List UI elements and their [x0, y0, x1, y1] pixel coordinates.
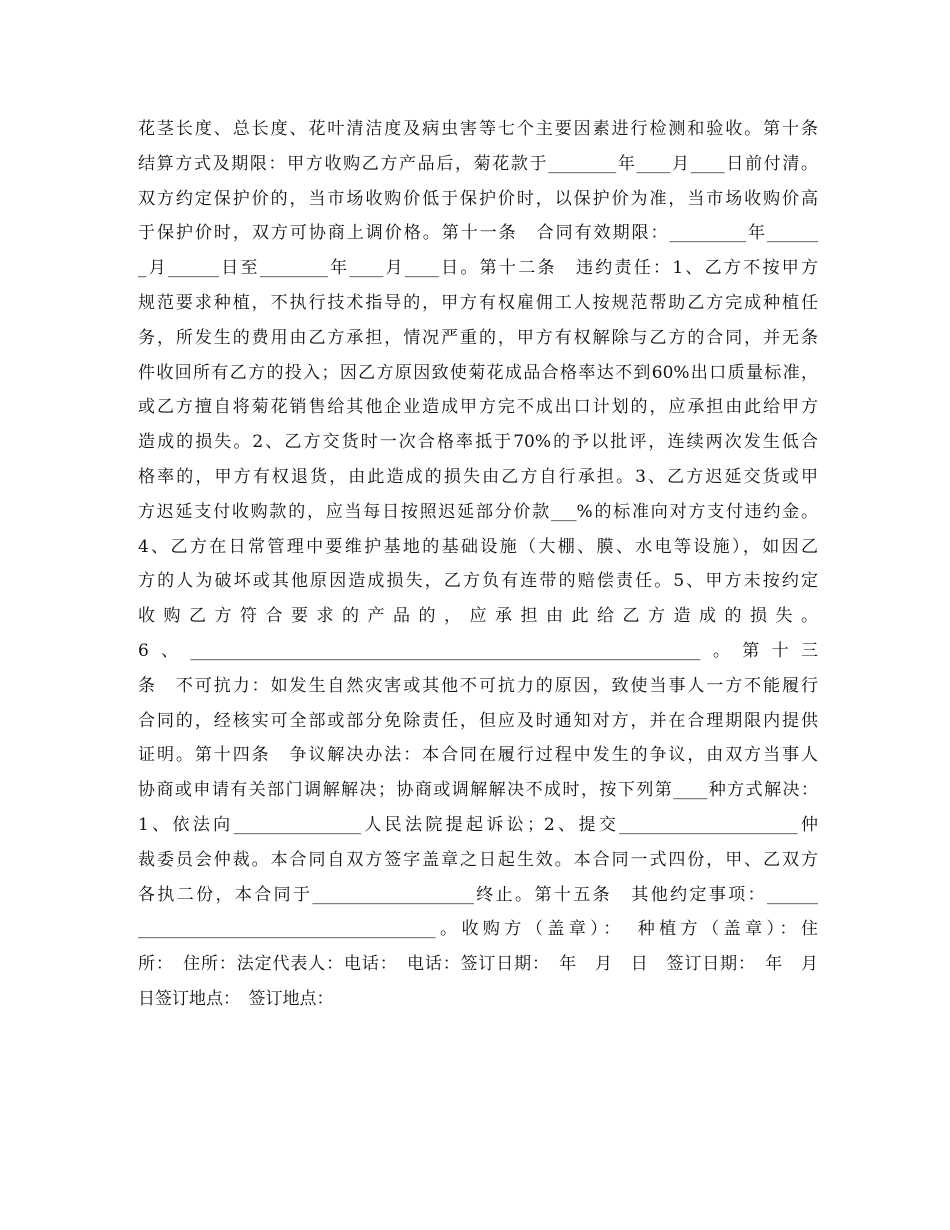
text-line: ___________________________________。收购方（盖章）： 种植方（盖章）：住 [138, 919, 818, 940]
text-line: 日签订地点： 签订地点： [138, 988, 334, 1009]
text-line: 格率的，甲方有权退货，由此造成的损失由乙方自行承担。3、乙方迟延交货或甲 [138, 466, 818, 487]
text-line: 方的人为破坏或其他原因造成损失，乙方负有连带的赔偿责任。5、甲方未按约定 [138, 571, 818, 592]
text-line: 1、依法向_______________人民法院提起诉讼；2、提交_____________________仲 [138, 814, 818, 835]
text-line: 6、____________________________________________________________。第十三 [138, 640, 818, 661]
text-line: 所： 住所：法定代表人：电话： 电话：签订日期： 年 月 日 签订日期： 年 月 [138, 954, 818, 975]
text-line: 造成的损失。2、乙方交货时一次合格率抵于70%的予以批评，连续两次发生低合 [138, 432, 818, 453]
text-line: _月______日至________年____月____日。第十二条 违约责任：1、乙方不按甲方 [138, 258, 818, 279]
text-line: 花茎长度、总长度、花叶清洁度及病虫害等七个主要因素进行检测和验收。第十条 [138, 119, 818, 139]
text-line: 或乙方擅自将菊花销售给其他企业造成甲方完不成出口计划的，应承担由此给甲方 [138, 397, 818, 418]
text-line: 各执二份，本合同于___________________终止。第十五条 其他约定事项：______ [138, 884, 818, 905]
contract-body-text [138, 112, 818, 1017]
text-line: 条 不可抗力：如发生自然灾害或其他不可抗力的原因，致使当事人一方不能履行 [138, 675, 818, 696]
text-line: 双方约定保护价的，当市场收购价低于保护价时，以保护价为准，当市场收购价高 [138, 188, 818, 209]
text-line: 证明。第十四条 争议解决办法：本合同在履行过程中发生的争议，由双方当事人 [138, 745, 818, 766]
text-line: 方迟延支付收购款的，应当每日按照迟延部分价款___%的标准向对方支付违约金。 [138, 501, 818, 522]
text-line: 合同的，经核实可全部或部分免除责任，但应及时通知对方，并在合理期限内提供 [138, 710, 818, 731]
text-line: 收购乙方符合要求的产品的，应承担由此给乙方造成的损失。 [138, 606, 818, 627]
text-line: 协商或申请有关部门调解解决；协商或调解解决不成时，按下列第____种方式解决： [138, 780, 818, 801]
text-line: 于保护价时，双方可协商上调价格。第十一条 合同有效期限：_________年______ [138, 223, 818, 244]
text-line: 务，所发生的费用由乙方承担，情况严重的，甲方有权解除与乙方的合同，并无条 [138, 327, 818, 348]
text-line: 件收回所有乙方的投入；因乙方原因致使菊花成品合格率达不到60%出口质量标准， [138, 362, 818, 383]
text-line: 规范要求种植，不执行技术指导的，甲方有权雇佣工人按规范帮助乙方完成种植任 [138, 292, 818, 313]
text-line: 裁委员会仲裁。本合同自双方签字盖章之日起生效。本合同一式四份，甲、乙双方 [138, 849, 818, 870]
text-line: 结算方式及期限：甲方收购乙方产品后，菊花款于________年____月____日前付清。 [138, 153, 818, 174]
text-line: 4、乙方在日常管理中要维护基地的基础设施（大棚、膜、水电等设施），如因乙 [138, 536, 818, 557]
